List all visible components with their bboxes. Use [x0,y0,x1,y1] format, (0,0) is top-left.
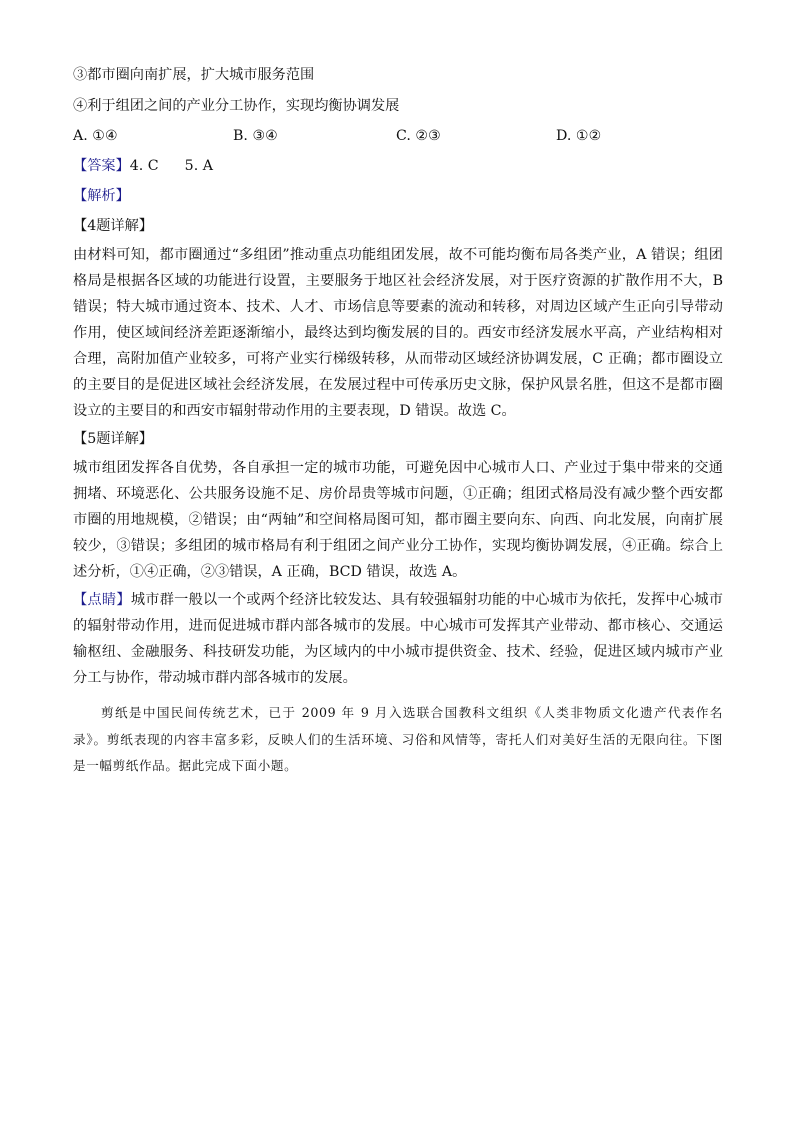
statement-3: ③都市圈向南扩展，扩大城市服务范围 [73,67,315,83]
option-b: B. ③④ [233,128,278,144]
answer-options [73,123,723,149]
statement-4: ④利于组团之间的产业分工协作，实现均衡协调发展 [73,98,400,114]
answer-line [73,153,723,179]
q4-explanation: 由材料可知，都市圈通过“多组团”推动重点功能组团发展，故不可能均衡布局各类产业，A 错误；组团格局是根据各区域的功能进行设置，主要服务于地区社会经济发展，对于医疗资源的扩散作用不大，B 错误；特大城市通过资本、技术、人才、市场信息等要素的流动和转移，对周边区域产生正向引导带动作用，使区域间经济差距逐渐缩小，最终达到均衡发展的目的。西安市经济发展水平高，产业结构相对合理，高附加值产业较多，可将产业实行梯级转移，从而带动区域经济协调发展，C 正确；都市圈设立的主要目的是促进区域社会经济发展，在发展过程中可传承历史文脉，保护风景名胜，但这不是都市圈设立的主要目的和西安市辐射带动作用的主要表现，D 错误。故选 C。 [73,247,723,419]
option-d: D. ①② [556,128,602,144]
answer-tag: 【答案】 [73,158,130,174]
analysis-heading: 【解析】 [73,188,130,204]
option-a: A. ①④ [73,128,118,144]
option-c: C. ②③ [396,128,441,144]
answer-5: 5. A [184,158,213,174]
document-page [73,62,723,780]
q4-heading: 【4题详解】 [73,218,153,234]
answer-4: 4. C [129,158,159,174]
note-body: 城市群一般以一个或两个经济比较发达、具有较强辐射功能的中心城市为依托，发挥中心城市的辐射带动作用，进而促进城市群内部各城市的发展。中心城市可发挥其产业带动、都市核心、交通运输枢纽、金融服务、科技研发功能，为区域内的中小城市提供资金、技术、经验，促进区域内城市产业分工与协作，带动城市群内部各城市的发展。 [73,592,723,686]
q5-explanation: 城市组团发挥各自优势，各自承担一定的城市功能，可避免因中心城市人口、产业过于集中带来的交通拥堵、环境恶化、公共服务设施不足、房价昂贵等城市问题，①正确；组团式格局没有减少整个西安都市圈的用地规模，②错误；由“两轴”和空间格局图可知，都市圈主要向东、向西、向北发展，向南扩展较少，③错误；多组团的城市格局有利于组团之间产业分工协作，实现均衡协调发展，④正确。综合上述分析，①④正确，②③错误，A 正确，BCD 错误，故选 A。 [73,460,723,580]
material-paragraph: 剪纸是中国民间传统艺术，已于 2009 年 9 月入选联合国教科文组织《人类非物质文化遗产代表作名录》。剪纸表现的内容丰富多彩，反映人们的生活环境、习俗和风情等，寄托人们对美好生活的无限向往。下图是一幅剪纸作品。据此完成下面小题。 [73,705,723,773]
note-tag: 【点睛】 [73,592,131,608]
note-paragraph [73,587,723,691]
q5-heading: 【5题详解】 [73,431,153,447]
